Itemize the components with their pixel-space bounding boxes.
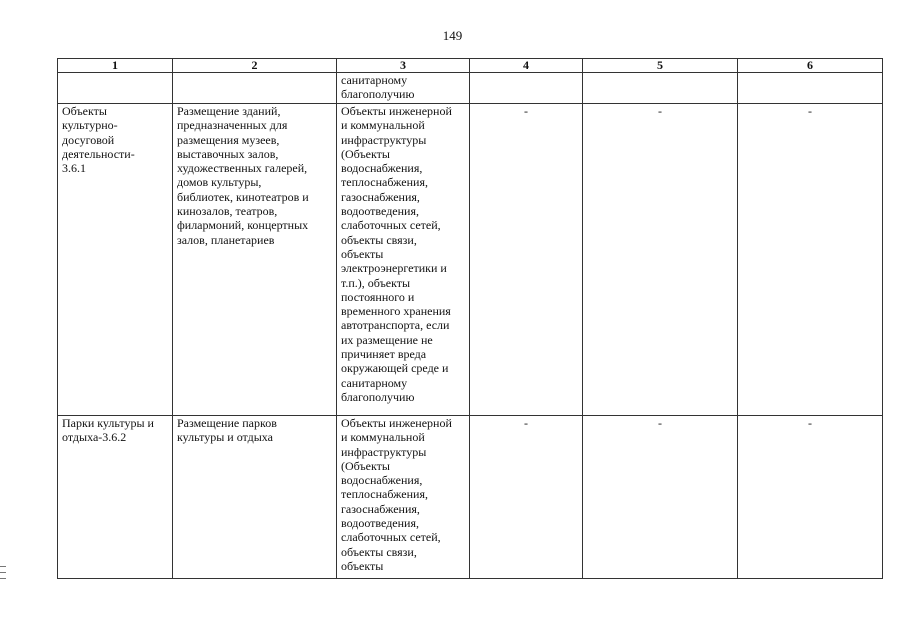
- page-number: 149: [442, 28, 463, 43]
- table-cell: -: [470, 416, 583, 579]
- table-cell: -: [738, 416, 883, 579]
- table-cell: Размещение парков культуры и отдыха: [173, 416, 337, 579]
- table-cell: [738, 73, 883, 104]
- table-cell: Объекты культурно- досуговой деятельности- 3.6.1: [58, 104, 173, 416]
- table-cell: -: [470, 104, 583, 416]
- header-row: [58, 59, 883, 73]
- table-cell: [583, 73, 738, 104]
- table-cell: Объекты инженерной и коммунальной инфраструктуры (Объекты водоснабжения, теплоснабжения, газоснабжения, водоотведения, слаботочных сетей, объекты связи, объекты: [337, 416, 470, 579]
- scan-margin-marks: [0, 566, 6, 584]
- table-row: [58, 73, 883, 104]
- table-cell: Объекты инженерной и коммунальной инфраструктуры (Объекты водоснабжения, теплоснабжения, газоснабжения, водоотведения, слаботочных сетей, объекты связи, объекты электроэнергетики и т.п.), объекты постоянного и временного хранения автотранспорта, если их размещение не причиняет вреда окружающей среде и санитарному благополучию: [337, 104, 470, 416]
- table-cell: [173, 73, 337, 104]
- table-cell: -: [738, 104, 883, 416]
- column-header: 6: [738, 59, 883, 73]
- column-header: 3: [337, 59, 470, 73]
- land-use-table: [57, 58, 883, 579]
- column-header: 4: [470, 59, 583, 73]
- table-cell: Парки культуры и отдыха-3.6.2: [58, 416, 173, 579]
- column-header: 5: [583, 59, 738, 73]
- table-row: [58, 104, 883, 416]
- column-header: 2: [173, 59, 337, 73]
- table-cell: Размещение зданий, предназначенных для размещения музеев, выставочных залов, художественных галерей, домов культуры, библиотек, кинотеатров и кинозалов, театров, филармоний, концертных залов, планетариев: [173, 104, 337, 416]
- table-row: [58, 416, 883, 579]
- table-cell: санитарному благополучию: [337, 73, 470, 104]
- table-cell: -: [583, 416, 738, 579]
- table-cell: [470, 73, 583, 104]
- column-header: 1: [58, 59, 173, 73]
- table-cell: -: [583, 104, 738, 416]
- table-cell: [58, 73, 173, 104]
